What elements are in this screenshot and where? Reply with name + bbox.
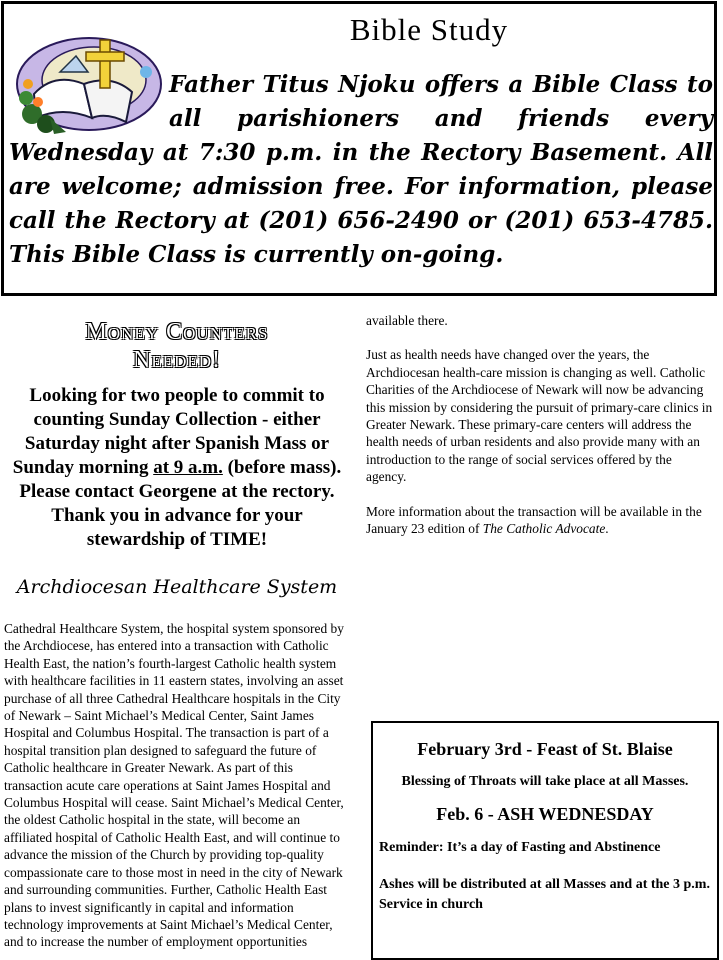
st-blaise-heading: February 3rd - Feast of St. Blaise — [417, 739, 673, 759]
healthcare-paragraph-2: Just as health needs have changed over the years, the Archdiocesan health-care mission is changing as well. Catholic Charities of the Archdiocese of Newark will now be advancing this mission by considering the pursuit of primary-care clinics in Greater Newark. These primary-care centers will address the health needs of urban residents and also provide many with an introduction to the range of social services offered by the agency. — [366, 347, 713, 485]
bible-study-box — [1, 1, 717, 296]
catholic-advocate-title: The Catholic Advocate — [482, 521, 606, 537]
blessing-of-throats-text: Blessing of Throats will take place at all Masses. — [401, 774, 689, 789]
events-box — [371, 721, 719, 960]
money-counters-body-part2: (before mass). — [227, 457, 342, 478]
healthcare-paragraph-3-end: . — [605, 521, 609, 537]
ashes-distribution-text: Ashes will be distributed at all Masses and at the 3 p.m. Service in church — [379, 877, 710, 912]
money-counters-heading-line2: Needed! — [132, 347, 222, 373]
bible-study-text: Father Titus Njoku offers a Bible Class to all parishioners and friends every Wednesday at 7:30 p.m. in the Rectory Basement. All are welcome; admission free. For information, please call the Rectory at (201) 656-2490 or (201) 653-4785. This Bible Class is currently on-going. — [9, 71, 713, 268]
healthcare-paragraph-1-start — [4, 620, 350, 951]
fasting-reminder-text: Reminder: It’s a day of Fasting and Abstinence — [379, 840, 661, 855]
right-column — [366, 312, 713, 554]
healthcare-paragraph-3 — [366, 503, 713, 538]
healthcare-heading: Archdiocesan Healthcare System — [16, 576, 338, 598]
money-counters-body-part1: Looking for two people to commit to counting Sunday Collection - either Saturday night after Spanish Mass or Sunday morning — [12, 385, 330, 478]
money-counters-body-part3: Please contact Georgene at the rectory. Thank you in advance for your stewardship of TIME! — [19, 481, 335, 550]
bible-study-title: Bible Study — [349, 12, 509, 47]
ash-wednesday-heading: Feb. 6 - ASH WEDNESDAY — [436, 804, 654, 824]
money-counters-heading — [4, 318, 350, 374]
healthcare-paragraph-3-text: More information about the transaction will be available in the January 23 edition of — [366, 503, 702, 537]
money-counters-text — [4, 384, 350, 552]
left-column — [4, 318, 350, 951]
money-counters-time: at 9 a.m. — [153, 457, 223, 478]
money-counters-heading-line1: Money Counters — [85, 319, 269, 345]
healthcare-paragraph-1-continued: available there. — [366, 313, 448, 328]
healthcare-paragraph-1: Cathedral Healthcare System, the hospital system sponsored by the Archdiocese, has entered into a transaction with Catholic Health East, the nation’s fourth-largest Catholic health system with healthcare facilities in 11 eastern states, involving an asset purchase of all three Cathedral Healthcare hospitals in the City of Newark – Saint Michael’s Medical Center, Saint James Hospital and Columbus Hospital. The transaction is part of a hospital transition plan designed to safeguard the future of Catholic healthcare in Greater Newark. As part of this transaction acute care operations at Saint James Hospital and Columbus Hospital will cease. Saint Michael’s Medical Center, the oldest Catholic hospital in the state, will become an affiliated hospital of Catholic Health East, and will continue to advance the mission of the Church by providing top-quality compassionate care to those most in need in the city of Newark and surrounding communities. Further, Catholic Health East plans to invest significantly in capital and information technology improvements at Saint Michael’s Medical Center, and to increase the number of employment opportunities — [4, 621, 344, 950]
